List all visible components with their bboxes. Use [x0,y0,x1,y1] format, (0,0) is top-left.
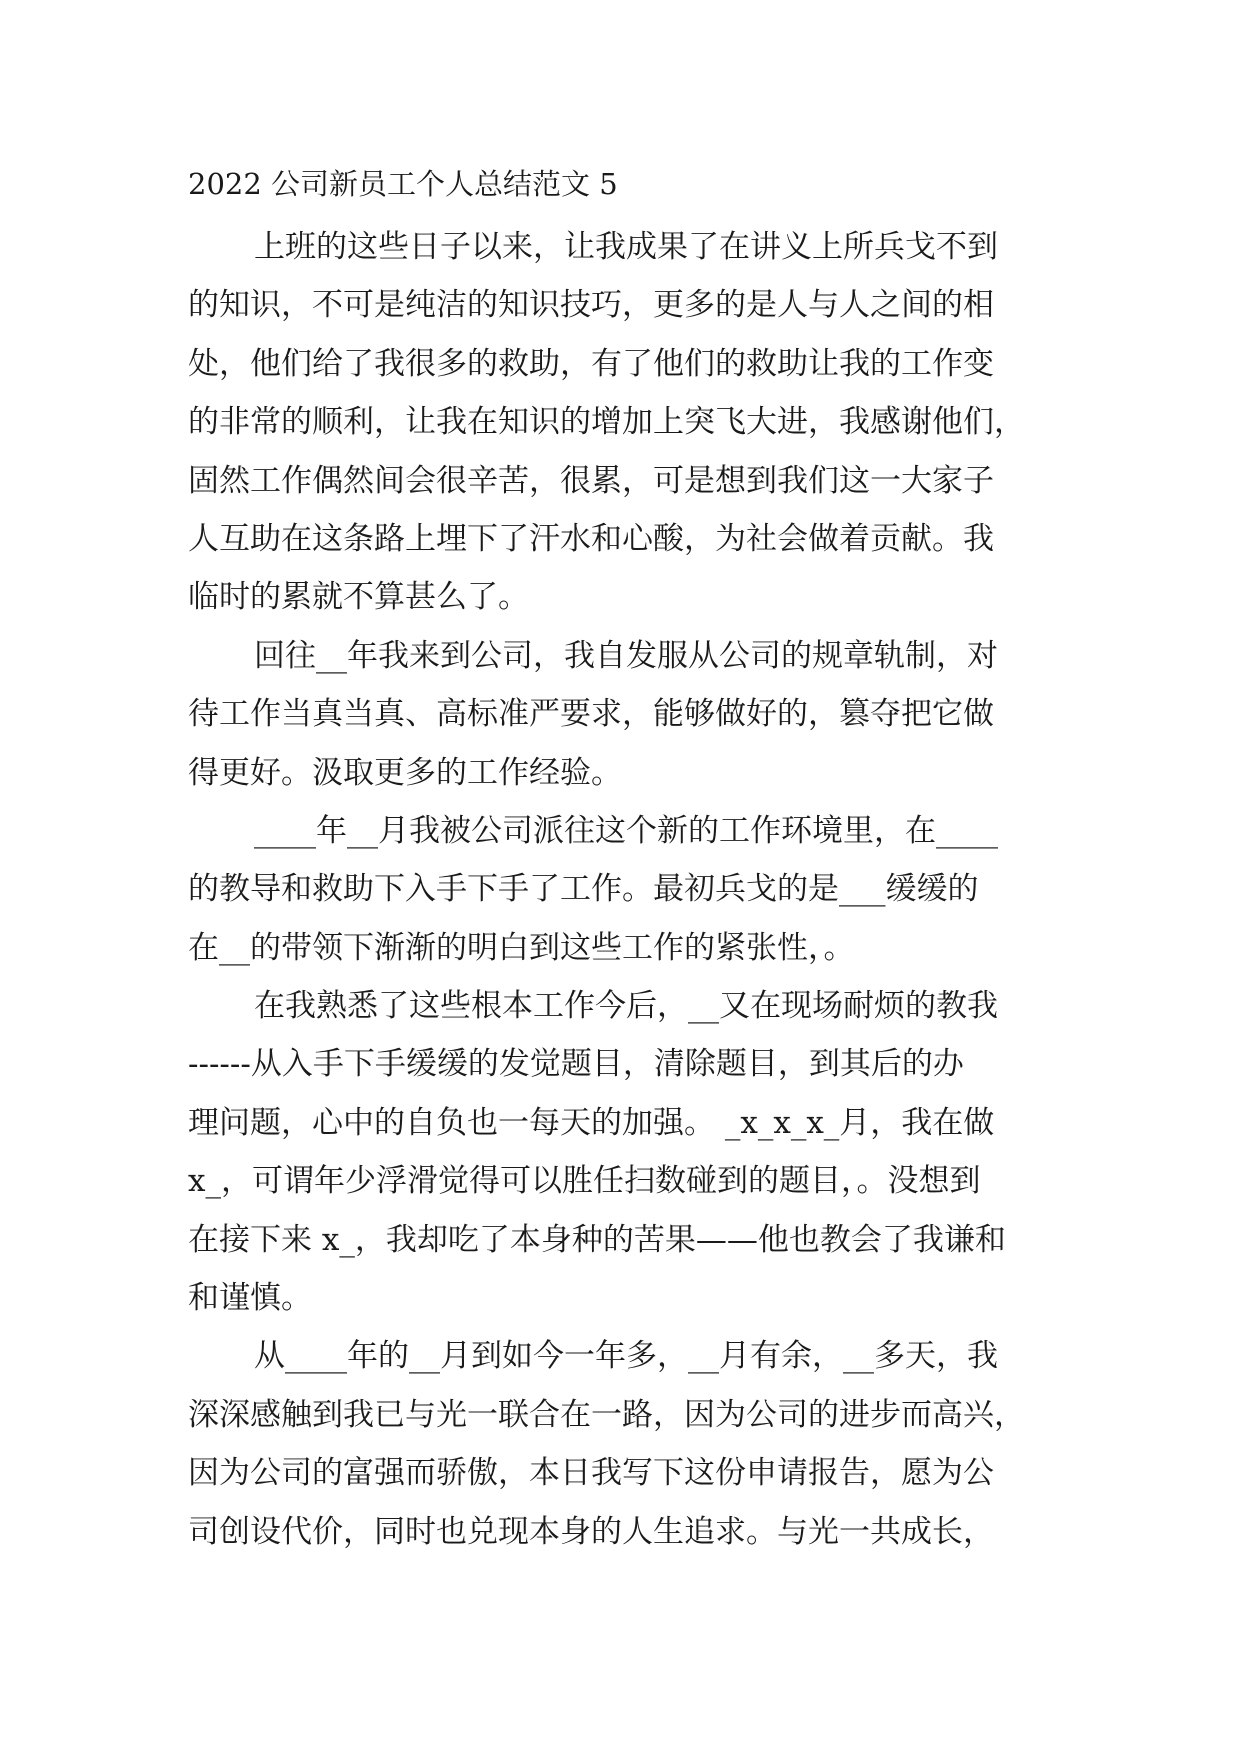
paragraph-5 [188,1327,1068,1561]
text-line: 在我熟悉了这些根本工作今后，__又在现场耐烦的教我 [254,988,998,1025]
text-line: 司创设代价，同时也兑现本身的人生追求。与光一共成长， [188,1513,994,1550]
text-line: 从____年的__月到如今一年多，__月有余，__多天，我 [254,1338,998,1375]
document-title: 2022 公司新员工个人总结范文 5 [188,167,618,201]
text-line: 因为公司的富强而骄傲，本日我写下这份申请报告，愿为公 [188,1455,994,1492]
text-line: 固然工作偶然间会很辛苦，很累，可是想到我们这一大家子 [188,462,994,499]
text-line: ____年__月我被公司派往这个新的工作环境里，在____ [254,812,998,849]
text-line: ------从入手下手缓缓的发觉题目，清除题目，到其后的办 [188,1046,964,1083]
text-line: 临时的累就不算甚么了。 [188,579,529,616]
text-line: 的教导和救助下入手下手了工作。最初兵戈的是___缓缓的 [188,871,979,908]
text-line: 得更好。汲取更多的工作经验。 [188,754,622,791]
text-line: 在接下来 x_，我却吃了本身种的苦果——他也教会了我谦和 [188,1221,1006,1258]
text-line: 在__的带领下渐渐的明白到这些工作的紧张性，。 [188,929,855,966]
text-line: 人互助在这条路上埋下了汗水和心酸，为社会做着贡献。我 [188,520,994,557]
paragraph-1 [188,218,1068,627]
text-line: 回往__年我来到公司，我自发服从公司的规章轨制，对 [254,637,998,674]
text-line: 的非常的顺利，让我在知识的增加上突飞大进，我感谢他们， [188,404,1025,441]
text-line: x_，可谓年少浮滑觉得可以胜任扫数碰到的题目，。没想到 [188,1163,981,1200]
text-line: 上班的这些日子以来，让我成果了在讲义上所兵戈不到 [254,229,998,265]
paragraph-4 [188,977,1068,1327]
text-line: 处，他们给了我很多的救助，有了他们的救助让我的工作变 [188,345,994,382]
text-line: 理问题，心中的自负也一每天的加强。 _x_x_x_月，我在做 [188,1104,995,1141]
text-line: 的知识，不可是纯洁的知识技巧，更多的是人与人之间的相 [188,287,994,324]
paragraph-3 [188,802,1068,977]
text-line: 待工作当真当真、高标准严要求，能够做好的，篡夺把它做 [188,696,994,733]
text-line: 深深感触到我已与光一联合在一路，因为公司的进步而高兴， [188,1396,1025,1433]
paragraph-2 [188,627,1068,802]
text-line: 和谨慎。 [188,1280,312,1317]
document-body [188,218,1068,1561]
